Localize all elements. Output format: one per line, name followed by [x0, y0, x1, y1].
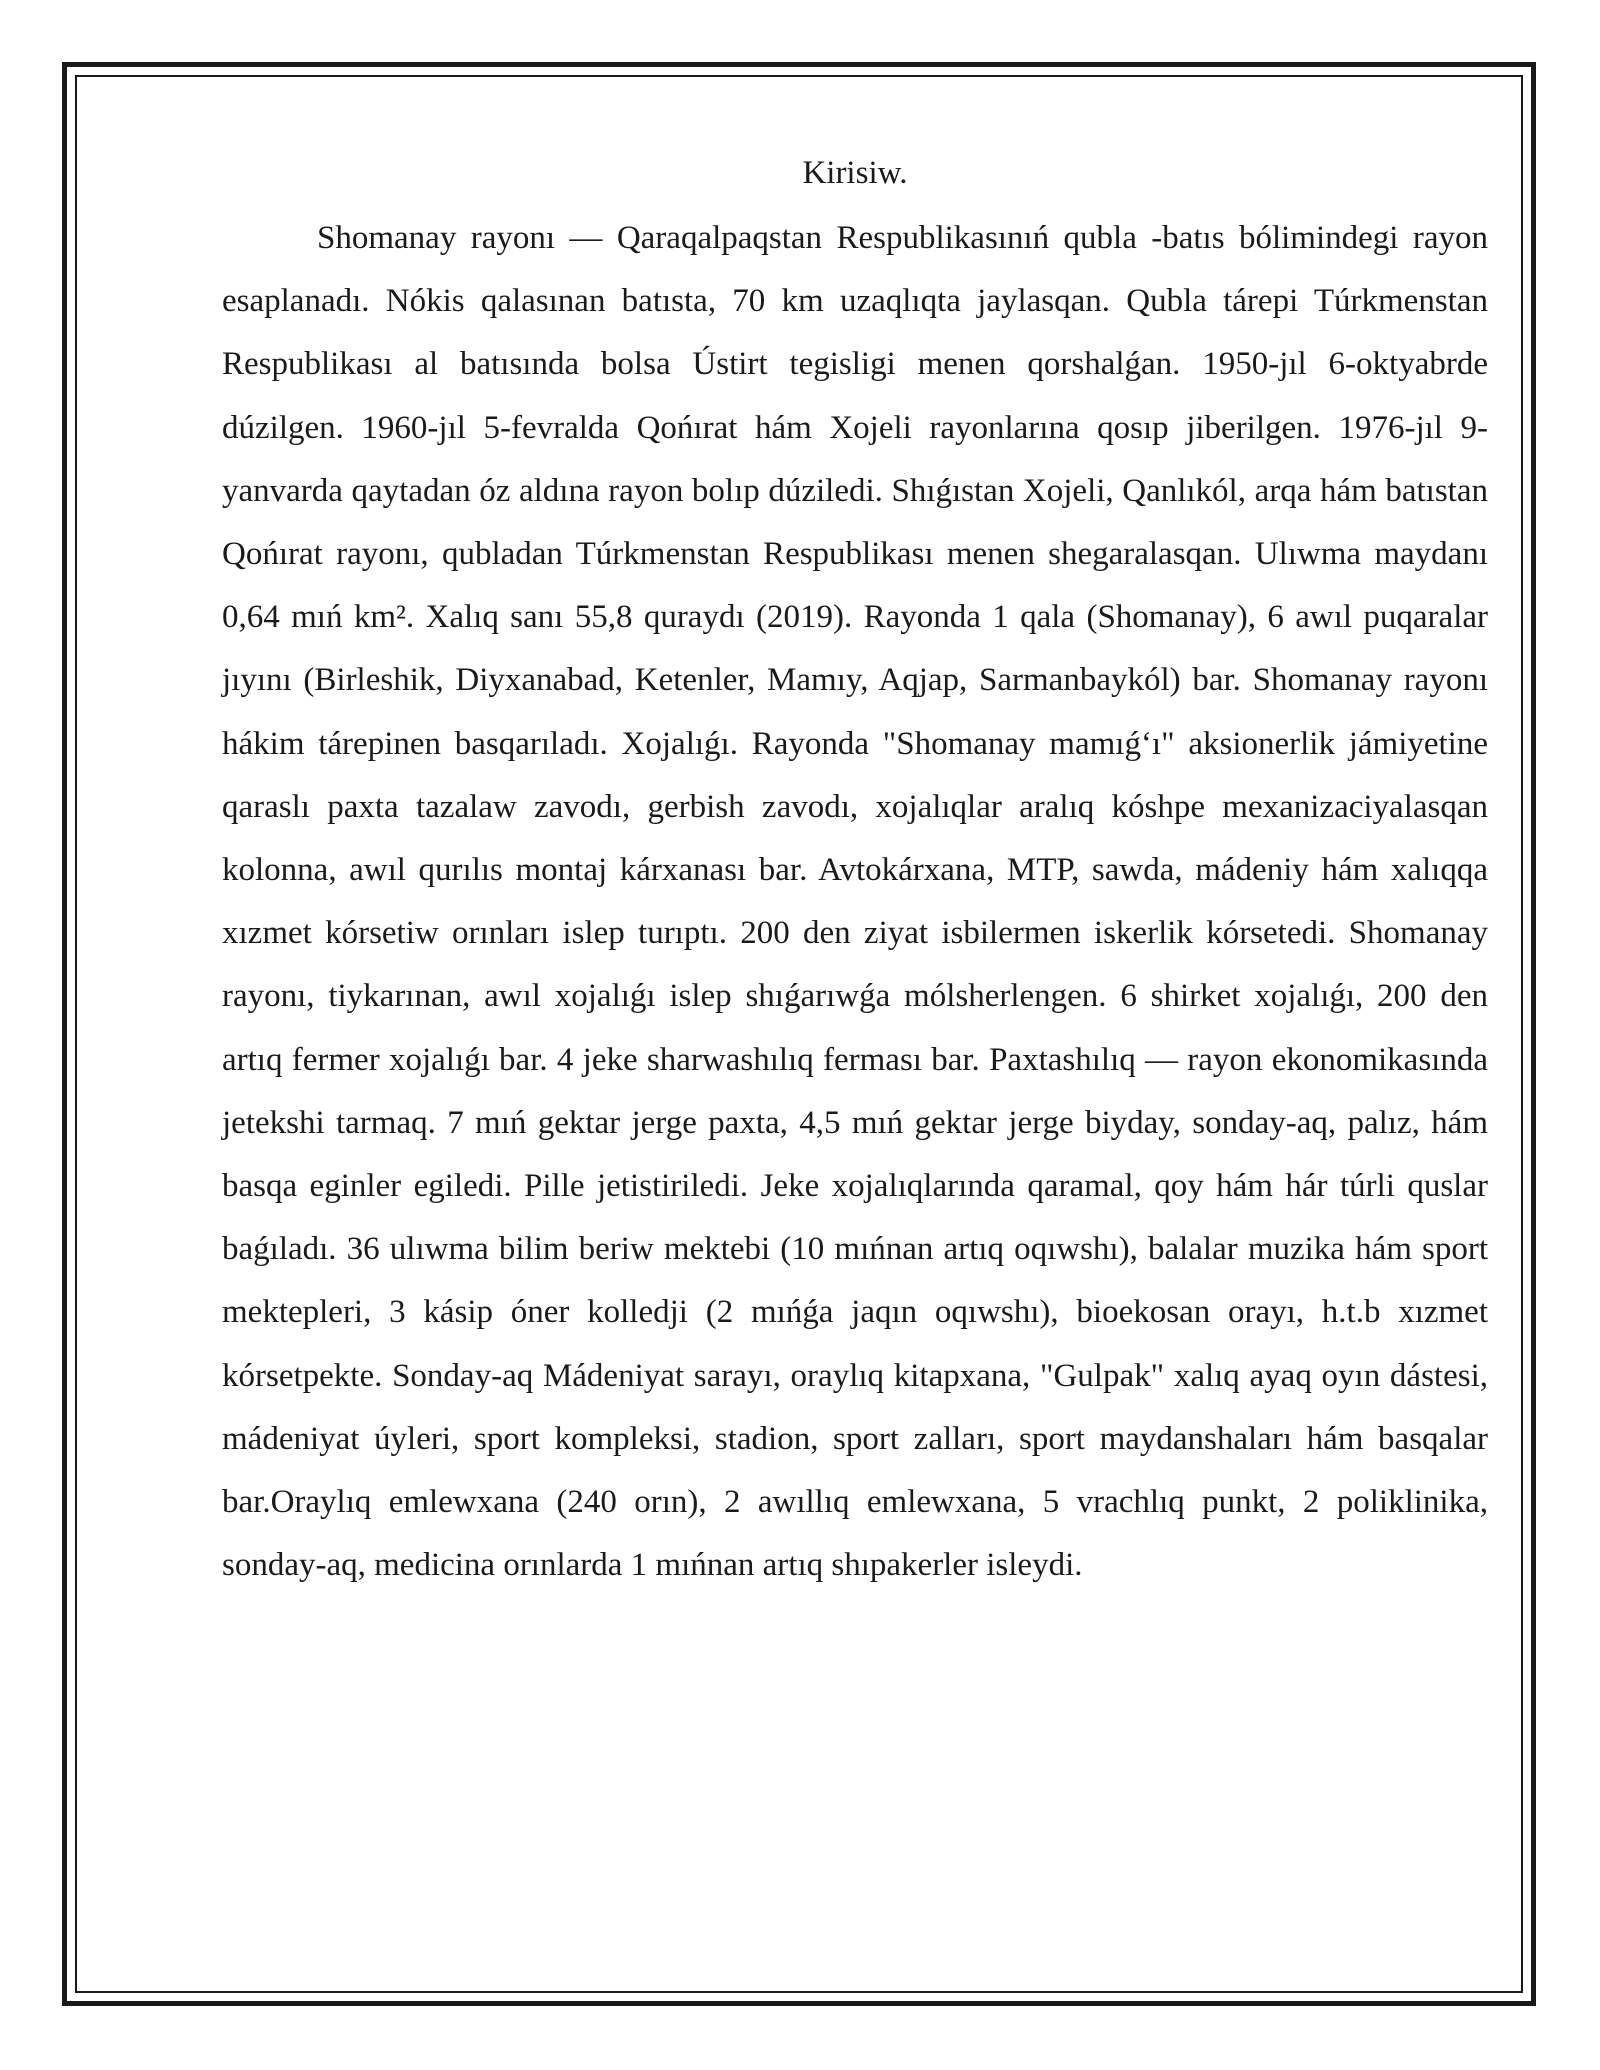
- document-title: Kirisiw.: [802, 155, 908, 191]
- document-body: [222, 142, 1488, 1597]
- body-paragraph: Shomanay rayonı — Qaraqalpaqstan Respublikasınıń qubla -batıs bólimindegi rayon esaplanadı. Nókis qalasınan batısta, 70 km uzaqlıqta jaylasqan. Qubla tárepi Túrkmenstan Respublikası al batısında bolsa Ústirt tegisligi menen qorshalǵan. 1950-jıl 6-oktyabrde dúzilgen. 1960-jıl 5-fevralda Qońırat hám Xojeli rayonlarına qosıp jiberilgen. 1976-jıl 9- yanvarda qaytadan óz aldına rayon bolıp dúziledi. Shıǵıstan Xojeli, Qanlıkól, arqa hám batıstan Qońırat rayonı, qubladan Túrkmenstan Respublikası menen shegaralasqan. Ulıwma maydanı 0,64 mıń km². Xalıq sanı 55,8 quraydı (2019). Rayonda 1 qala (Shomanay), 6 awıl puqaralar jıyını (Birleshik, Diyxanabad, Ketenler, Mamıy, Aqjap, Sarmanbaykól) bar. Shomanay rayonı hákim tárepinen basqarıladı. Xojalıǵı. Rayonda "Shomanay mamıǵ‘ı" aksionerlik jámiyetine qaraslı paxta tazalaw zavodı, gerbish zavodı, xojalıqlar aralıq kóshpe mexanizaciyalasqan kolonna, awıl qurılıs montaj kárxanası bar. Avtokárxana, MTP, sawda, mádeniy hám xalıqqa xızmet kórsetiw orınları islep turıptı. 200 den ziyat isbilermen iskerlik kórsetedi. Shomanay rayonı, tiykarınan, awıl xojalıǵı islep shıǵarıwǵa mólsherlengen. 6 shirket xojalıǵı, 200 den artıq fermer xojalıǵı bar. 4 jeke sharwashılıq ferması bar. Paxtashılıq — rayon ekonomikasında jetekshi tarmaq. 7 mıń gektar jerge paxta, 4,5 mıń gektar jerge biyday, sonday-aq, palız, hám basqa eginler egiledi. Pille jetistiriledi. Jeke xojalıqlarında qaramal, qoy hám hár túrli quslar baǵıladı. 36 ulıwma bilim beriw mektebi (10 mıńnan artıq oqıwshı), balalar muzika hám sport mektepleri, 3 kásip óner kolledji (2 mıńǵa jaqın oqıwshı), bioekosan orayı, h.t.b xızmet kórsetpekte. Sonday-aq Mádeniyat sarayı, oraylıq kitapxana, "Gulpak" xalıq ayaq oyın dástesi, mádeniyat úyleri, sport kompleksi, stadion, sport zalları, sport maydanshaları hám basqalar bar.Oraylıq emlewxana (240 orın), 2 awıllıq emlewxana, 5 vrachlıq punkt, 2 poliklinika, sonday-aq, medicina orınlarda 1 mıńnan artıq shıpakerler isleydi.: [222, 220, 1488, 1584]
